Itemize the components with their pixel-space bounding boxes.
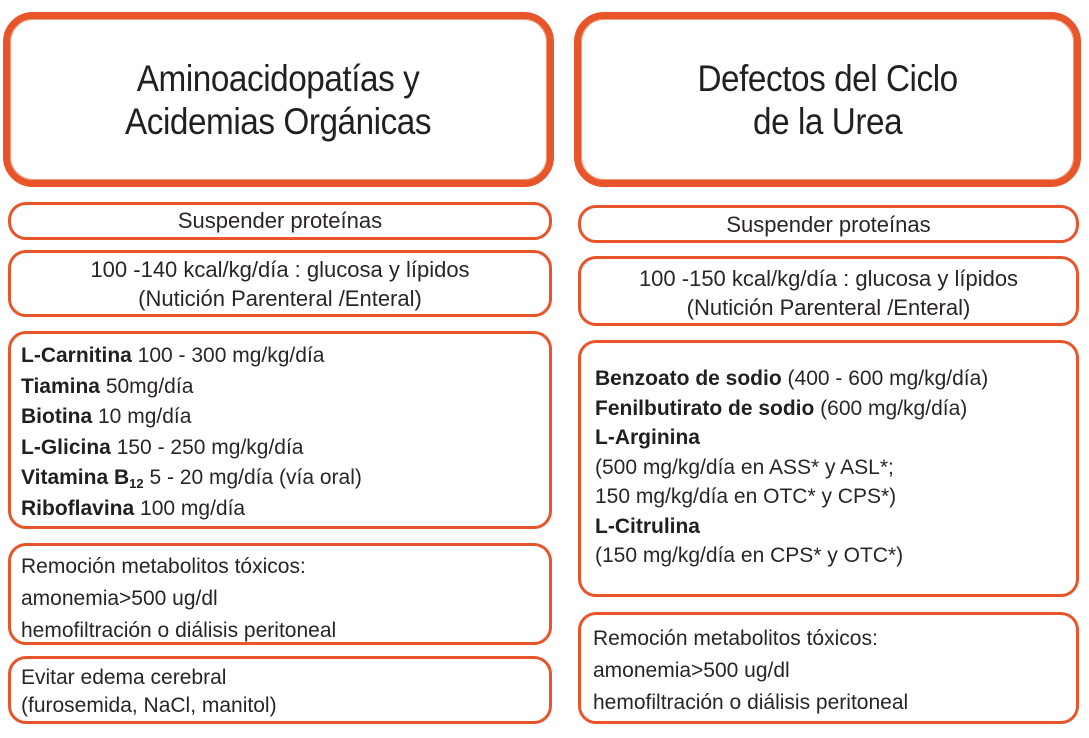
med-name: Fenilbutirato de sodio [595,396,815,420]
right-kcal-box [578,256,1079,326]
left-title [125,57,431,143]
right-med-item-benzoato [595,364,1076,394]
left-kcal-box [8,250,552,317]
left-med-item [21,433,549,464]
right-kcal-line2: (Nutición Parenteral /Enteral) [686,295,971,320]
med-name: L-Arginina [595,426,700,449]
right-kcal-line1: 100 -150 kcal/kg/día : glucosa y lípidos [638,266,1019,291]
left-removal-line: hemofiltración o diálisis peritoneal [21,619,337,642]
left-edema-line: (furosemida, NaCl, manitol) [21,694,277,717]
right-title-line1: Defectos del Ciclo [697,57,958,99]
left-edema-line: Evitar edema cerebral [21,666,227,689]
right-title [697,57,957,143]
right-med-item-fenilbutirato [595,394,1076,424]
med-dose: 10 mg/día [92,405,192,428]
left-kcal-line1: 100 -140 kcal/kg/día : glucosa y lípidos [90,257,470,282]
right-med-dose-line: (500 mg/kg/día en ASS* y ASL*; [595,455,894,479]
med-name: Biotina [21,405,93,428]
med-name: Riboflavina [21,496,135,520]
right-suspend-text: Suspender proteínas [726,212,931,237]
left-suspend-box [8,202,552,240]
med-dose: (400 - 600 mg/kg/día) [781,367,989,390]
med-name: Benzoato de sodio [595,367,782,390]
med-subscript: 12 [129,476,144,491]
right-med-item-arginina [595,423,1076,453]
left-meds-box [8,331,552,529]
med-dose: 100 - 300 mg/kg/día [131,344,325,367]
right-removal-line: Remoción metabolitos tóxicos: [593,627,878,650]
left-med-item [21,463,549,494]
right-removal-box [578,612,1079,724]
med-name: L-Glicina [21,435,111,459]
left-med-item [21,341,549,372]
left-suspend-text: Suspender proteínas [177,208,383,233]
left-title-line2: Acidemias Orgánicas [125,100,432,142]
left-med-item [21,402,549,433]
med-name: Vitamina B [21,466,130,489]
left-title-box [3,12,554,187]
right-meds-box [578,340,1079,597]
right-removal-line: hemofiltración o diálisis peritoneal [593,691,909,714]
left-title-line1: Aminoacidopatías y [137,57,420,99]
med-dose: 150 - 250 mg/kg/día [110,435,304,459]
right-title-line2: de la Urea [752,100,903,142]
right-med-dose-line: (150 mg/kg/día en CPS* y OTC*) [595,544,904,567]
med-dose: 100 mg/día [134,496,246,520]
right-removal-line: amonemia>500 ug/dl [593,659,790,682]
left-removal-line: amonemia>500 ug/dl [21,587,218,610]
right-suspend-box [578,205,1079,243]
med-dose: (600 mg/kg/día) [814,396,968,420]
med-name: L-Citrulina [595,514,700,538]
right-med-item-citrulina [595,512,1076,542]
med-dose: 5 - 20 mg/día (vía oral) [143,466,362,489]
med-name: L-Carnitina [21,344,132,367]
left-removal-box [8,543,552,645]
left-removal-line: Remoción metabolitos tóxicos: [21,555,306,578]
left-med-item [21,372,549,403]
med-dose: 50mg/día [99,374,194,398]
left-edema-box [8,656,552,724]
right-title-box [574,12,1081,187]
med-name: Tiamina [21,374,100,398]
right-med-dose-line: 150 mg/kg/día en OTC* y CPS*) [595,485,897,508]
left-kcal-line2: (Nutición Parenteral /Enteral) [138,286,422,311]
left-med-item [21,494,549,525]
